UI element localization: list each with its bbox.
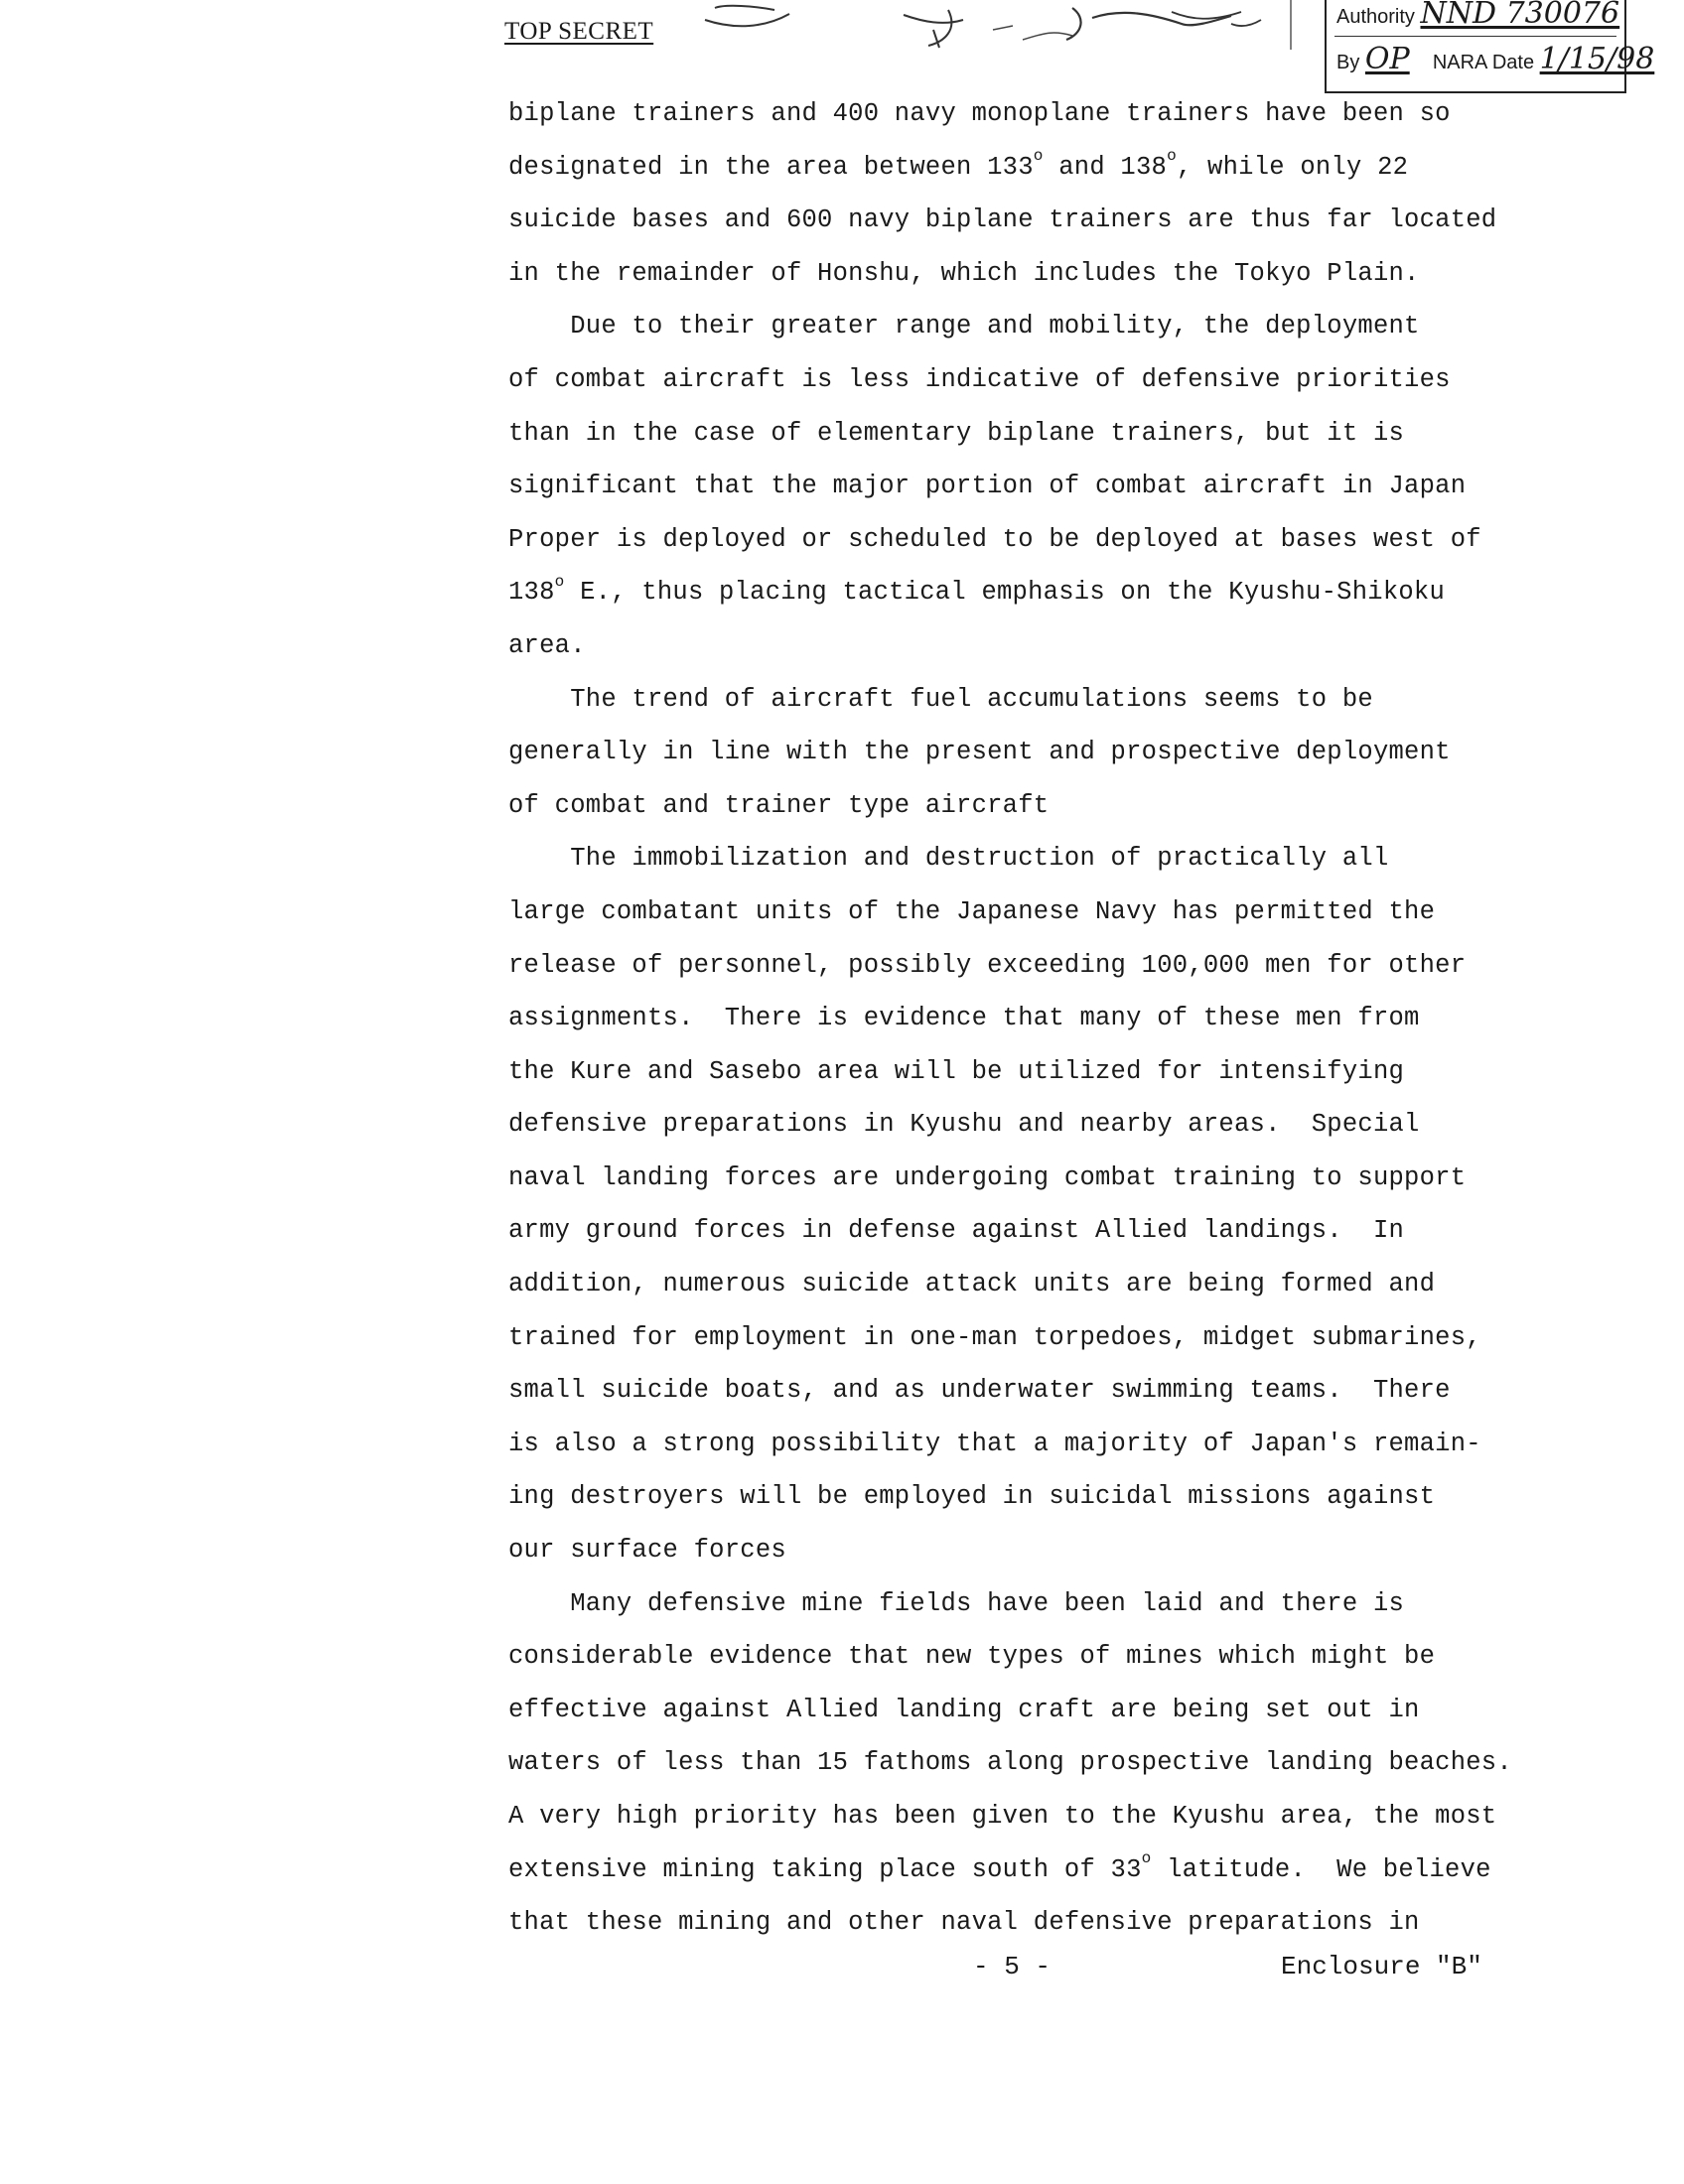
declassification-stamp — [1325, 0, 1655, 93]
body-line: defensive preparations in Kyushu and nearby areas. Special — [508, 1110, 1420, 1140]
stamp-by-label: By — [1336, 52, 1360, 73]
body-line: assignments. There is evidence that many of these men from — [508, 1004, 1420, 1033]
stamp-by-line — [1336, 42, 1654, 76]
body-line: naval landing forces are undergoing combat training to support — [508, 1162, 1467, 1192]
body-line: than in the case of elementary biplane trainers, but it is — [508, 418, 1405, 448]
body-line: effective against Allied landing craft are being set out in — [508, 1695, 1420, 1724]
body-line: A very high priority has been given to the Kyushu area, the most — [508, 1802, 1497, 1831]
body-line: Many defensive mine fields have been laid and there is — [508, 1588, 1405, 1618]
body-line: waters of less than 15 fathoms along prospective landing beaches. — [508, 1748, 1512, 1778]
body-line: army ground forces in defense against Allied landings. In — [508, 1216, 1405, 1246]
body-line: of combat and trainer type aircraft — [508, 790, 1050, 820]
body-line: extensive mining taking place south of 33$^o$ latitude. We believe — [508, 1849, 1491, 1884]
body-line: of combat aircraft is less indicative of defensive priorities — [508, 364, 1451, 394]
body-line: The trend of aircraft fuel accumulations seems to be — [508, 684, 1373, 714]
body-line: our surface forces — [508, 1536, 786, 1566]
header-scribble-marks — [695, 0, 1311, 55]
body-line: large combatant units of the Japanese Navy has permitted the — [508, 896, 1436, 926]
degree-superscript: o — [554, 572, 565, 591]
body-line: trained for employment in one-man torpedoes, midget submarines, — [508, 1322, 1481, 1352]
body-line: is also a strong possibility that a majority of Japan's remain- — [508, 1429, 1481, 1458]
body-line: suicide bases and 600 navy biplane trainers are thus far located — [508, 205, 1497, 235]
body-line: that these mining and other naval defensive preparations in — [508, 1908, 1420, 1938]
body-line: significant that the major portion of combat aircraft in Japan — [508, 472, 1467, 501]
body-line: small suicide boats, and as underwater swimming teams. There — [508, 1376, 1451, 1406]
body-line: biplane trainers and 400 navy monoplane trainers have been so — [508, 99, 1451, 128]
stamp-authority-value: NND 730076 — [1420, 0, 1620, 31]
body-line: 138$^o$ E., thus placing tactical emphasis on the Kyushu-Shikoku — [508, 572, 1446, 608]
body-line: area. — [508, 630, 586, 660]
degree-superscript: o — [1033, 147, 1044, 166]
body-line: generally in line with the present and prospective deployment — [508, 738, 1451, 767]
body-line: the Kure and Sasebo area will be utilized for intensifying — [508, 1056, 1405, 1086]
body-line: release of personnel, possibly exceeding 100,000 men for other — [508, 950, 1467, 980]
enclosure-label: Enclosure "B" — [1281, 1952, 1482, 1981]
body-line: Due to their greater range and mobility, the deployment — [508, 312, 1420, 341]
body-line: considerable evidence that new types of mines which might be — [508, 1642, 1436, 1672]
degree-superscript: o — [1167, 147, 1177, 166]
degree-superscript: o — [1141, 1849, 1152, 1868]
stamp-by-value: OP — [1364, 42, 1410, 76]
body-line: Proper is deployed or scheduled to be deployed at bases west of — [508, 524, 1481, 554]
page-number: - 5 - — [973, 1952, 1052, 1981]
classification-header: TOP SECRET — [504, 18, 654, 45]
body-line: in the remainder of Honshu, which includes the Tokyo Plain. — [508, 258, 1420, 288]
body-line: designated in the area between 133$^o$ and 138$^o$, while only 22 — [508, 147, 1409, 182]
stamp-date-label: NARA Date — [1432, 52, 1535, 73]
stamp-authority-line — [1336, 0, 1619, 31]
stamp-authority-label: Authority — [1336, 6, 1415, 28]
stamp-divider — [1334, 36, 1616, 37]
stamp-date-value: 1/15/98 — [1539, 42, 1655, 76]
body-line: addition, numerous suicide attack units are being formed and — [508, 1270, 1436, 1299]
body-line: ing destroyers will be employed in suicidal missions against — [508, 1482, 1436, 1512]
body-text — [508, 87, 1581, 1950]
body-line: The immobilization and destruction of practically all — [508, 844, 1389, 874]
